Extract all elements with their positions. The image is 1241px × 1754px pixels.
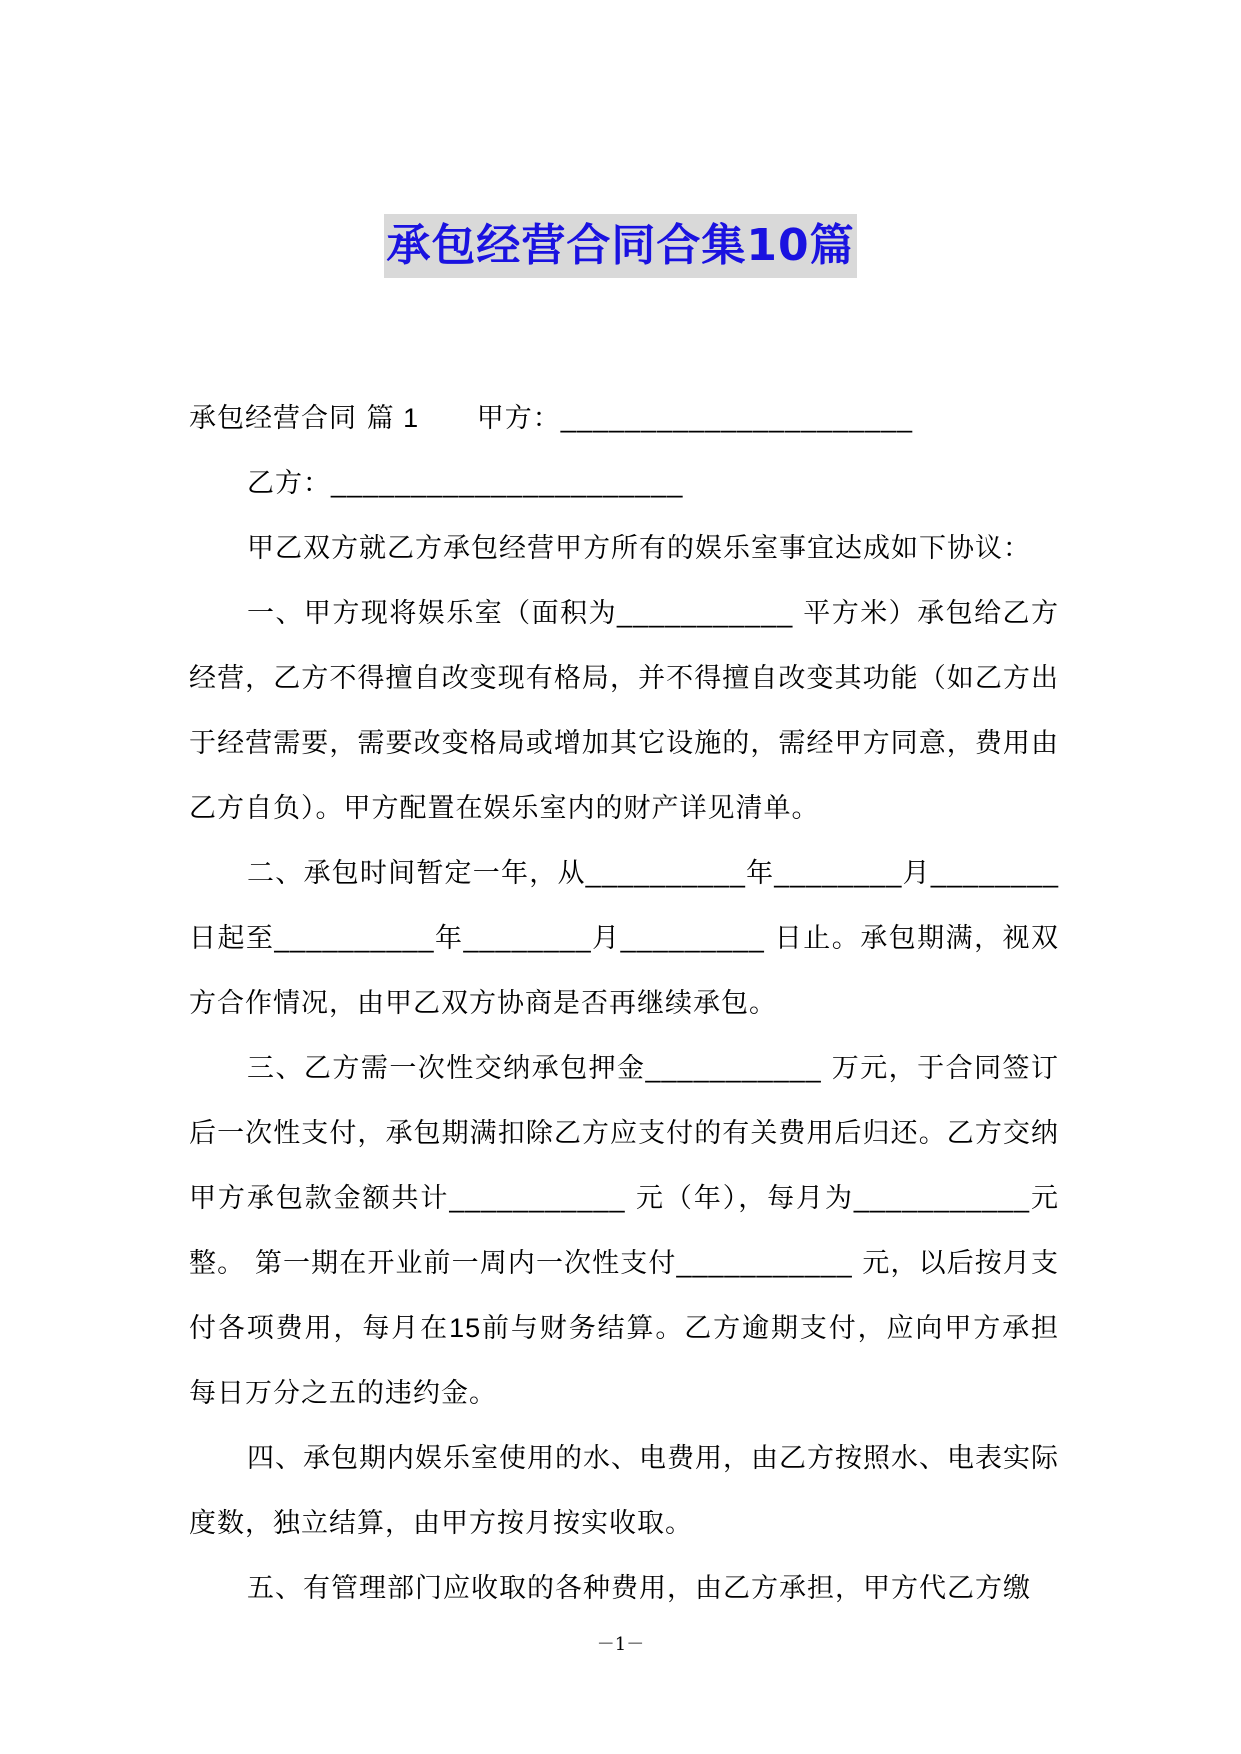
clause-4: 四、承包期内娱乐室使用的水、电费用，由乙方按照水、电表实际度数，独立结算，由甲方按月按实收取。 [189,1443,1059,1539]
end-month-blank: ________ [463,923,592,953]
month-label: 月 [591,923,621,954]
end-day-blank: _________ [620,923,765,953]
contract-header-line [189,386,1059,451]
clause-3 [189,1036,1059,1426]
end-year-blank: __________ [274,923,435,953]
party-b-line [189,451,1059,516]
area-blank: ___________ [617,598,794,628]
party-b-label: 乙方： [247,468,331,499]
clause-5: 五、有管理部门应收取的各种费用，由乙方承担，甲方代乙方缴 [247,1573,1031,1604]
contract-number: 篇 1 [366,403,420,433]
clause-1 [189,581,1059,841]
start-month-blank: ________ [774,858,903,888]
document-title: 承包经营合同合集10篇 [384,214,856,278]
clause-2 [189,841,1059,1036]
total-amount-blank: ___________ [449,1183,626,1213]
clause-3-text-d: 元整。 第一期在开业前一周内一次性支付 [189,1183,1060,1279]
year-label: 年 [434,923,464,954]
clause-1-text-a: 一、甲方现将娱乐室（面积为 [247,598,618,629]
contract-label: 承包经营合同 [189,403,357,434]
clause-3-text-e: 元，以后按月支付各项费用，每月在 [189,1248,1059,1344]
title-container [0,214,1241,278]
start-year-blank: __________ [585,858,746,888]
monthly-amount-blank: ___________ [853,1183,1031,1213]
clause-1-text-b: 平方米）承包给乙方经营，乙方不得擅自改变现有格局，并不得擅自改变其功能（如乙方出于经营需要，需要改变格局或增加其它设施的，需经甲方同意，费用由乙方自负）。甲方配置在娱乐室内的财产详见清单。 [189,598,1059,824]
clause-3-text-a: 三、乙方需一次性交纳承包押金 [247,1053,646,1084]
start-day-blank: ________ [930,858,1060,888]
clause-3-text-b: 万元，于合同签订后一次性支付，承包期满扣除乙方应支付的有关费用后归还。乙方交纳甲方承包款金额共计 [189,1053,1060,1214]
party-a-label: 甲方： [476,403,561,434]
clause-3-text-c: 元（年），每月为 [625,1183,854,1214]
party-a-blank: ______________________ [560,403,914,433]
first-payment-blank: ___________ [676,1248,853,1278]
year-label: 年 [745,858,775,889]
party-b-blank: ______________________ [331,468,684,498]
intro-paragraph: 甲乙双方就乙方承包经营甲方所有的娱乐室事宜达成如下协议： [247,533,1031,564]
clause-2-text-rest: 日止。承包期满，视双方合作情况，由甲乙双方协商是否再继续承包。 [189,923,1060,1019]
clause-3-text-f: 前与财务结算。乙方逾期支付，应向甲方承担每日万分之五的违约金。 [189,1313,1060,1409]
page-number: －1－ [596,1634,645,1655]
month-label: 月 [902,858,931,889]
clause-2-text-a: 二、承包时间暂定一年，从 [247,858,586,889]
document-body [189,386,1059,1621]
day-label: 日起至 [189,923,275,954]
settlement-day: 15 [449,1313,482,1343]
deposit-blank: ___________ [645,1053,822,1083]
